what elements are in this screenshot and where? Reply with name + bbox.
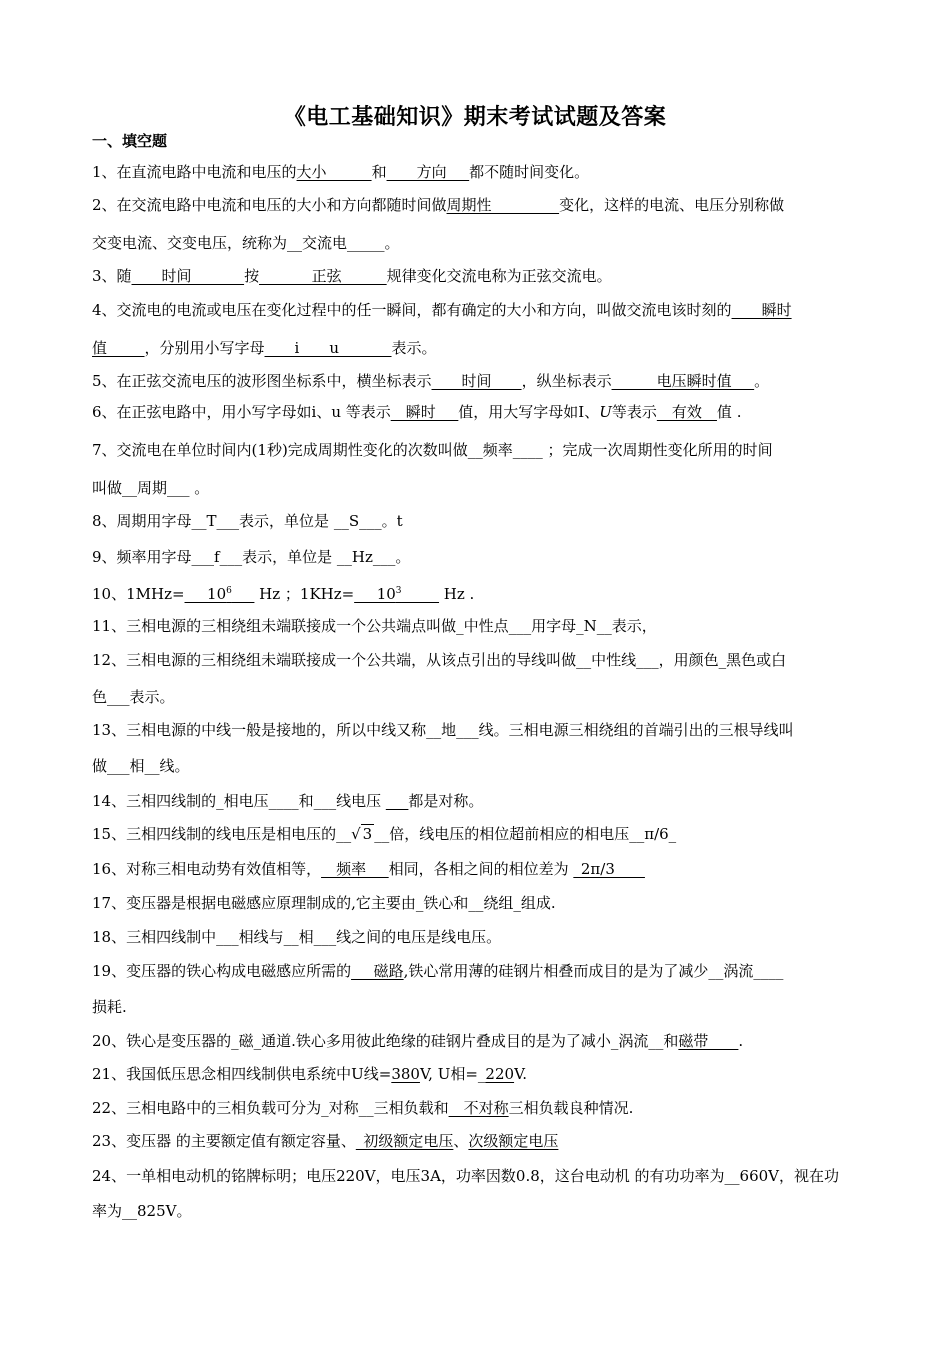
question-8: 8、周期用字母__T___表示，单位是 __S___。t: [92, 512, 403, 530]
q23-answer-1: _初级额定电压: [355, 1132, 454, 1150]
q16-text: 16、对称三相电动势有效值相等，: [92, 860, 322, 878]
question-20: [92, 1031, 743, 1051]
q2-text-3: 交变电流、交变电压，统称为__交流电_____。: [92, 234, 400, 252]
question-17: 17、变压器是根据电磁感应原理制成的,它主要由_铁心和__绕组_组成.: [92, 894, 556, 912]
q19-text: 19、变压器的铁心构成电磁感应所需的: [92, 962, 352, 980]
q21-answer-2: 220: [485, 1065, 515, 1083]
q15-text-2: __倍，线电压的相位超前相应的相电压__π/6_: [374, 825, 677, 843]
question-21: [92, 1064, 527, 1084]
question-24-cont: [92, 1201, 191, 1221]
q4-answer-2: ____i____u_______: [264, 339, 392, 357]
question-2: [92, 195, 784, 215]
q23-answer-2: 次级额定电压: [468, 1132, 559, 1150]
page-title: 《电工基础知识》期末考试试题及答案: [283, 104, 667, 130]
section-heading: 一、填空题: [92, 132, 168, 150]
q21-text: 21、我国低压思念相四线制供电系统中U线=: [92, 1065, 392, 1083]
q14-text-2: 都是对称。: [408, 792, 484, 810]
q13-text-2: 做___相__线。: [92, 757, 190, 775]
q2-text-2: 变化，这样的电流、电压分别称做: [559, 196, 785, 214]
question-13-cont: [92, 756, 190, 776]
q6-text-3: 等表示: [611, 403, 657, 421]
q10-answer-2: $\_\_\_10^3\_\_\_\_\_$: [354, 585, 440, 603]
question-16: [92, 859, 645, 879]
q22-answer: __不对称: [448, 1099, 509, 1117]
q12-text-2: 色___表示。: [92, 688, 175, 706]
question-22: [92, 1098, 633, 1118]
q4-text-2: ，分别用小写字母: [144, 339, 265, 357]
question-11: 11、三相电源的三相绕组未端联接成一个公共端点叫做_中性点___用字母_N__表示，: [92, 617, 657, 635]
question-1: [92, 162, 589, 182]
question-24: [92, 1166, 839, 1186]
q1-text: 1、在直流电路中电流和电压的: [92, 163, 297, 181]
q22-text-2: 三相负载良种情况.: [508, 1099, 634, 1117]
q14-text: 14、三相四线制的_相电压____和___线电压: [92, 792, 386, 810]
q2-text: 2、在交流电路中电流和电压的大小和方向都随时间做: [92, 196, 447, 214]
q24-text-2: 率为__825V。: [92, 1202, 192, 1220]
q1-answer-1: 大小______: [296, 163, 372, 181]
q10-text: 10、1MHz=: [92, 585, 185, 603]
question-12-cont: [92, 687, 175, 707]
question-4-cont: [92, 338, 437, 358]
q4-answer-1b: 值_____: [92, 339, 145, 357]
question-9: 9、频率用字母___f___表示，单位是 __Hz___。: [92, 548, 411, 566]
q23-text-2: 、: [453, 1132, 469, 1150]
question-18: 18、三相四线制中___相线与__相___线之间的电压是线电压。: [92, 928, 502, 946]
question-19-cont: [92, 997, 127, 1017]
q6-symbol-u: U: [599, 403, 612, 421]
q19-text-3: 损耗.: [92, 998, 127, 1016]
question-4: [92, 300, 792, 320]
q10-text-2: Hz ；1KHz=: [254, 585, 355, 603]
q14-answer: ___: [385, 792, 409, 810]
q6-text-4: 值 .: [716, 403, 742, 421]
q24-text: 24、一单相电动机的铭牌标明；电压220V，电压3A，功率因数0.8，这台电动机 的有功功率为__660V，视在功: [92, 1167, 840, 1185]
q20-text-2: .: [738, 1032, 744, 1050]
q6-answer-2: __有效__: [656, 403, 717, 421]
q5-answer-2: ______电压瞬时值___: [611, 372, 755, 390]
q19-text-2: ,铁心常用薄的硅钢片相叠而成目的是为了减少__涡流____: [403, 962, 784, 980]
q3-text-2: 按: [244, 267, 260, 285]
q3-text: 3、随: [92, 267, 132, 285]
q16-answer-1: __频率___: [321, 860, 389, 878]
question-2-cont: [92, 233, 400, 253]
q19-answer: ___磁路: [351, 962, 404, 980]
q6-text: 6、在正弦电路中，用小写字母如i、u 等表示: [92, 403, 391, 421]
q5-text-3: 。: [754, 372, 770, 390]
q3-answer-2: _______正弦______: [259, 267, 387, 285]
q1-text-3: 都不随时间变化。: [469, 163, 590, 181]
q3-answer-1: ____时间_______: [131, 267, 245, 285]
sqrt-symbol: √ 3: [351, 825, 373, 843]
q20-text: 20、铁心是变压器的_磁_通道.铁心多用彼此绝缘的硅钢片叠成目的是为了减小_涡流__和: [92, 1032, 679, 1050]
question-7: [92, 440, 773, 460]
q13-text: 13、三相电源的中线一般是接地的，所以中线又称__地___线。三相电源三相绕组的首端引出的三根导线叫: [92, 721, 794, 739]
q5-text: 5、在正弦交流电压的波形图坐标系中，横坐标表示: [92, 372, 432, 390]
q4-text: 4、交流电的电流或电压在变化过程中的任一瞬间，都有确定的大小和方向，叫做交流电该时刻的: [92, 301, 732, 319]
q7-text: 7、交流电在单位时间内(1秒)完成周期性变化的次数叫做__频率____ ；完成一次周期性变化所用的时间: [92, 441, 773, 459]
question-6: [92, 402, 741, 422]
q21-text-2: V, U相=_: [419, 1065, 486, 1083]
q1-answer-2: ____方向___: [386, 163, 470, 181]
q22-text: 22、三相电路中的三相负载可分为_对称__三相负载和: [92, 1099, 449, 1117]
q23-text: 23、变压器 的主要额定值有额定容量、: [92, 1132, 356, 1150]
q15-text: 15、三相四线制的线电压是相电压的__: [92, 825, 352, 843]
q21-answer-1: 380: [391, 1065, 420, 1083]
question-23: [92, 1131, 558, 1151]
q6-answer-1: __瞬时___: [390, 403, 459, 421]
question-15: [92, 824, 676, 844]
q6-text-2: 值，用大写字母如I、: [458, 403, 600, 421]
question-5: [92, 371, 769, 391]
q2-answer-1: 周期性_________: [446, 196, 560, 214]
q21-text-3: V.: [514, 1065, 528, 1083]
q4-text-3: 表示。: [391, 339, 437, 357]
q16-text-2: 相同，各相之间的相位差为: [388, 860, 574, 878]
question-12: [92, 650, 786, 670]
question-10: [92, 581, 474, 604]
q16-answer-2: _2π/3____: [573, 860, 645, 878]
q7-text-2: 叫做__周期___ 。: [92, 479, 210, 497]
question-19: [92, 961, 783, 981]
question-13: [92, 720, 794, 740]
q3-text-3: 规律变化交流电称为正弦交流电。: [386, 267, 612, 285]
q10-answer-1: $\_\_\_10^6\_\_\_$: [184, 585, 255, 603]
q10-text-3: Hz .: [439, 585, 475, 603]
question-14: [92, 791, 483, 811]
question-3: [92, 266, 612, 286]
q20-answer: 磁带____: [678, 1032, 739, 1050]
q5-text-2: ，纵坐标表示: [521, 372, 612, 390]
q4-answer-1: ____瞬时: [731, 301, 792, 319]
q12-text: 12、三相电源的三相绕组未端联接成一个公共端，从该点引出的导线叫做__中性线___，用颜色_黑色或白: [92, 651, 787, 669]
question-7-cont: [92, 478, 209, 498]
q5-answer-1: ____时间____: [431, 372, 522, 390]
q1-text-2: 和: [371, 163, 387, 181]
